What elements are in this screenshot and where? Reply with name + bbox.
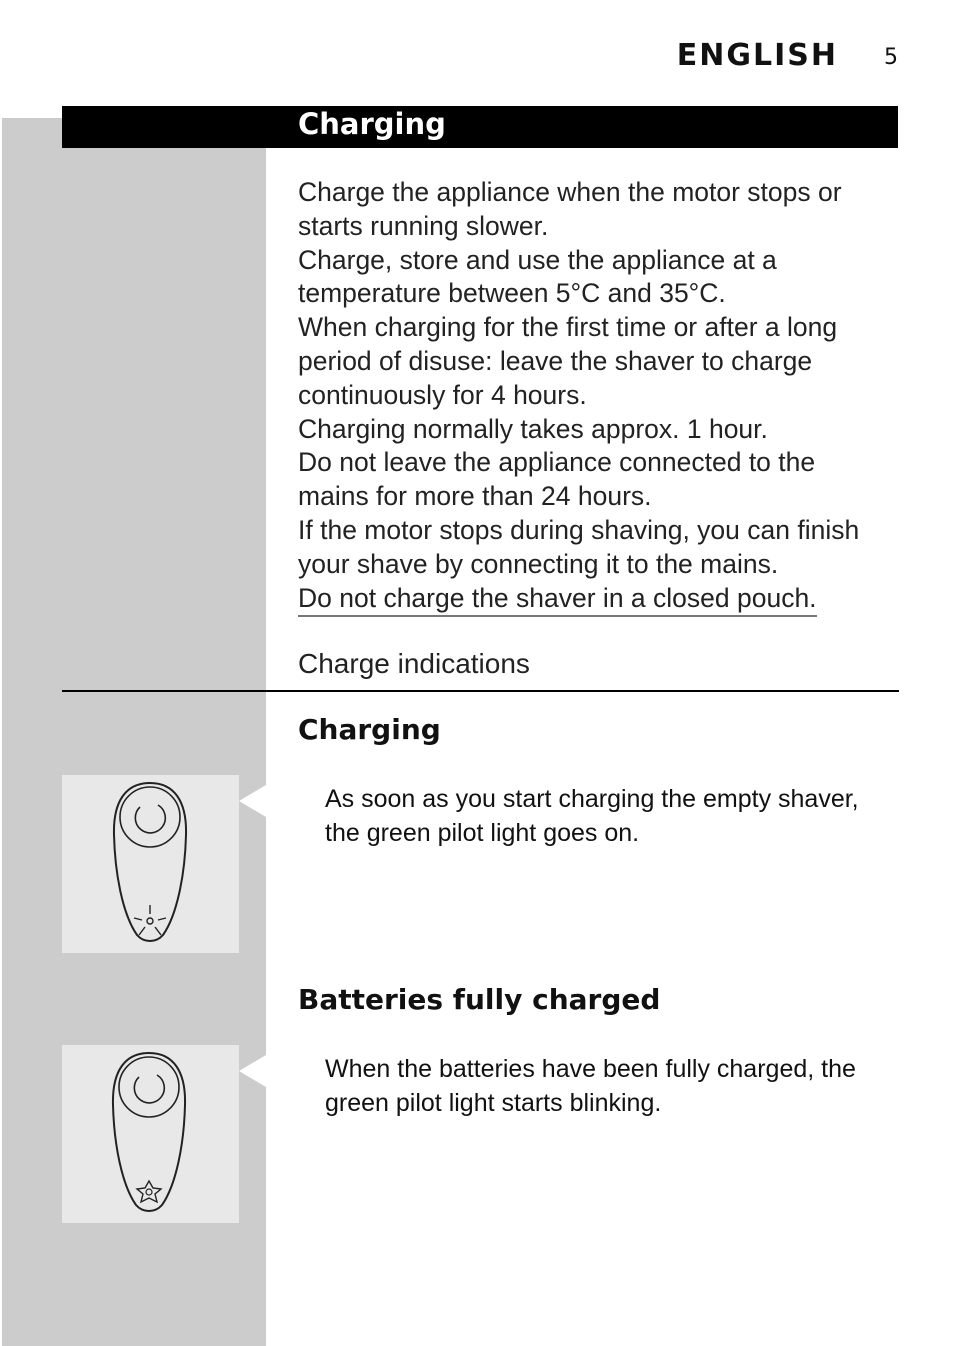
paragraph-underlined-text: Do not charge the shaver in a closed pouch.	[298, 582, 817, 618]
indication-title-charging: Charging	[298, 713, 441, 746]
pilot-light-blinking-icon	[62, 1045, 239, 1223]
language-label: ENGLISH	[676, 38, 838, 73]
callout-pointer	[239, 1055, 266, 1087]
indication-text-charging: As soon as you start charging the empty shaver, the green pilot light goes on.	[325, 785, 859, 847]
paragraph: When charging for the first time or after a long period of disuse: leave the shaver to charge continuously for 4 hours.	[298, 312, 838, 410]
charging-instructions	[298, 176, 888, 617]
indication-text-fully-charged: When the batteries have been fully charged, the green pilot light starts blinking.	[325, 1055, 856, 1117]
paragraph: Charging normally takes approx. 1 hour.	[298, 413, 768, 444]
paragraph-underlined	[298, 582, 888, 618]
divider	[62, 690, 899, 692]
paragraph: Charge the appliance when the motor stops or starts running slower.	[298, 177, 842, 241]
paragraph: Do not leave the appliance connected to the mains for more than 24 hours.	[298, 447, 816, 512]
indication-title-fully-charged: Batteries fully charged	[298, 983, 661, 1016]
section-title: Charging	[298, 107, 446, 141]
subsection-title: Charge indications	[298, 648, 530, 679]
pilot-light-on-icon	[62, 775, 239, 953]
paragraph: Charge, store and use the appliance at a temperature between 5°C and 35°C.	[298, 244, 777, 309]
paragraph: If the motor stops during shaving, you can finish your shave by connecting it to the mains.	[298, 514, 860, 579]
page-number: 5	[884, 45, 898, 70]
section-title-bar	[62, 106, 898, 148]
callout-pointer	[239, 785, 266, 817]
